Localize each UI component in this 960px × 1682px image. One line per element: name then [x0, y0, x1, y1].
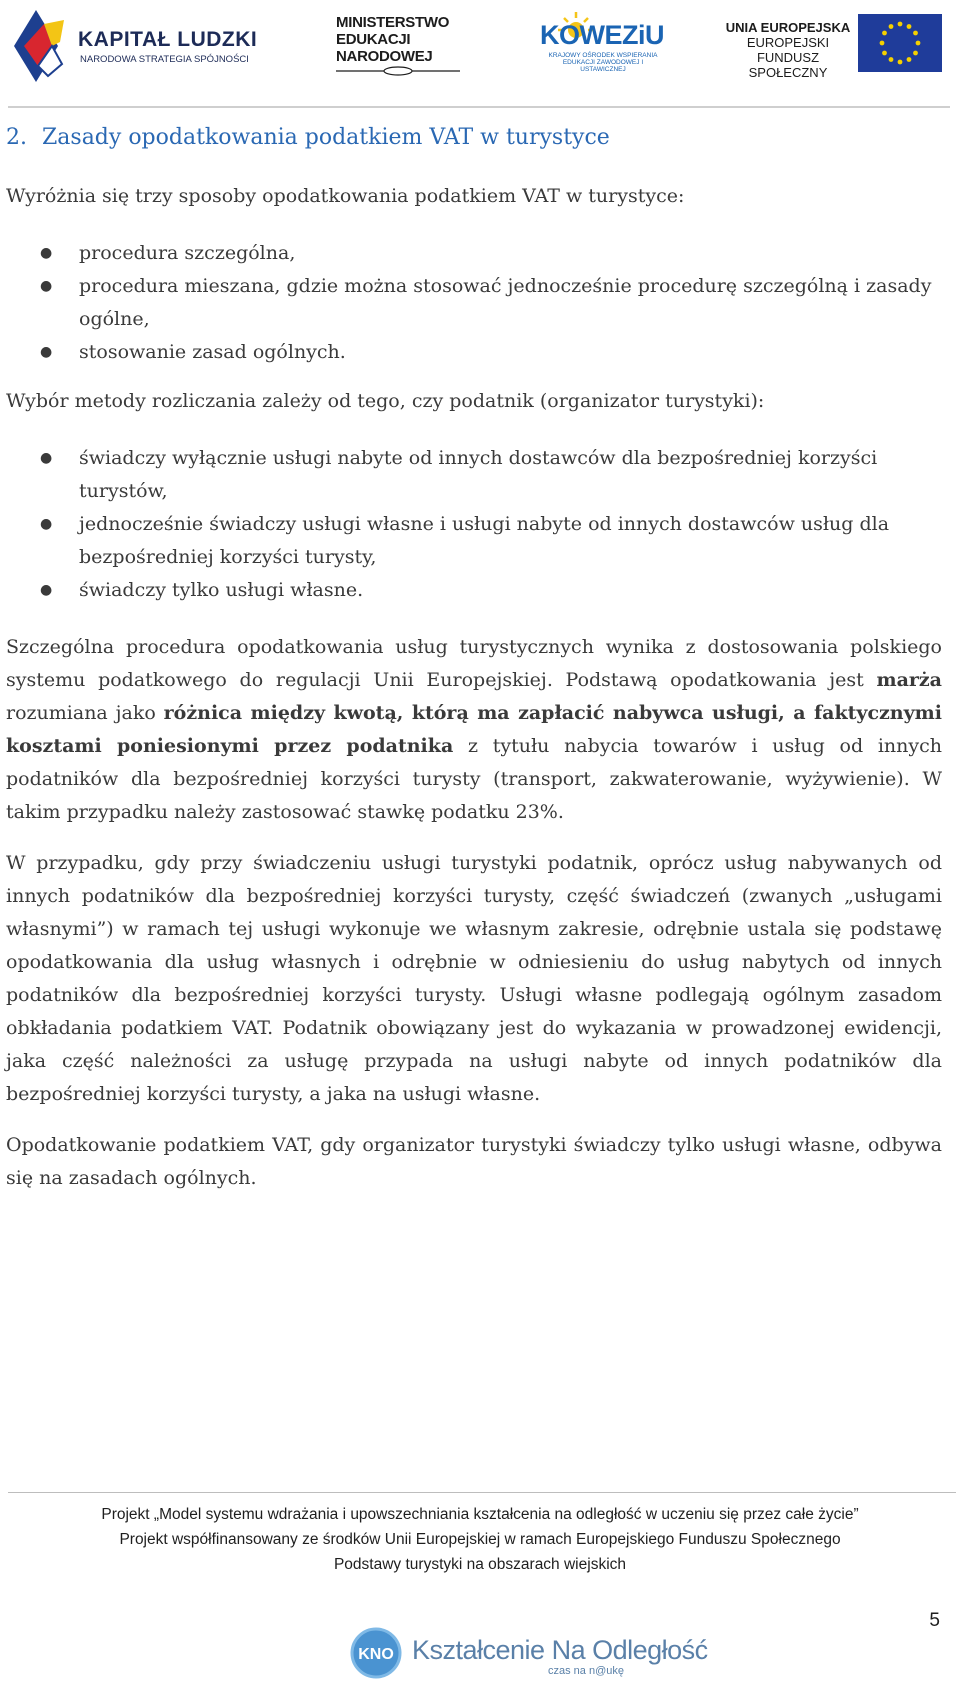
unia-line3: FUNDUSZ SPOŁECZNY: [748, 50, 828, 80]
header-logos: [0, 0, 960, 90]
svg-text:KNO: KNO: [358, 1646, 394, 1663]
list-item: ● świadczy wyłącznie usługi nabyte od innych dostawców dla bezpośredniej korzyści turystów,: [6, 442, 942, 508]
kapital-ludzki-subtitle: NARODOWA STRATEGIA SPÓJNOŚCI: [80, 54, 249, 65]
bullet-icon: ●: [40, 582, 53, 598]
kapital-ludzki-name: KAPITAŁ LUDZKI: [78, 28, 258, 51]
taxation-methods-list: [6, 237, 942, 369]
section-heading: [6, 118, 942, 158]
section-title: Zasady opodatkowania podatkiem VAT w turystyce: [42, 125, 610, 150]
kno-logo-subtitle: czas na n@ukę: [548, 1665, 624, 1677]
kapital-ludzki-logo-icon: [8, 6, 72, 86]
kno-logo-icon: [350, 1627, 402, 1679]
ministerstwo-line2: EDUKACJI: [336, 31, 411, 48]
bold-term-marza: marża: [876, 669, 942, 691]
eu-flag-icon: [858, 14, 942, 72]
bullet-icon: ●: [40, 344, 53, 360]
unia-logo-text: [724, 20, 852, 80]
ministerstwo-logo: [336, 14, 449, 65]
page-number: 5: [929, 1610, 940, 1631]
ministerstwo-line1: MINISTERSTWO: [336, 14, 450, 31]
ministerstwo-eagle-icon: [336, 66, 460, 76]
margin-procedure-paragraph: Szczególna procedura opodatkowania usług turystycznych wynika z dostosowania polskiego systemu podatkowego do regulacji Unii Europejskiej. Podstawą opodatkowania jest marża rozumiana jako różnica między kwotą, którą ma zapłacić nabywca usługi, a faktycznymi kosztami poniesionymi przez podatnika z tytułu nabycia towarów i usług od innych podatników dla bezpośredniej korzyści turysty (transport, zakwaterowanie, wyżywienie). W takim przypadku należy zastosować stawkę podatku 23%.: [6, 636, 942, 823]
footer-project-line: Projekt „Model systemu wdrażania i upowszechniania kształcenia na odległość w uczeniu się przez całe życie”: [101, 1506, 859, 1523]
footer: [0, 1502, 960, 1577]
bold-definition: różnica między kwotą, którą ma zapłacić nabywca usługi, a faktycznymi kosztami poniesionymi przez podatnika: [6, 702, 942, 757]
section-number: 2.: [6, 125, 27, 150]
koweziu-subtitle: KRAJOWY OŚRODEK WSPIERANIA EDUKACJI ZAWODOWEJ I USTAWICZNEJ: [548, 52, 658, 73]
kno-logo: [350, 1625, 708, 1680]
intro-paragraph-1: Wyróżnia się trzy sposoby opodatkowania podatkiem VAT w turystyce:: [6, 185, 685, 207]
footer-funding-line: Projekt współfinansowany ze środków Unii Europejskiej w ramach Europejskiego Funduszu Społecznego: [119, 1531, 841, 1548]
list-item: ● świadczy tylko usługi własne.: [6, 574, 942, 607]
list-item: ● jednocześnie świadczy usługi własne i usługi nabyte od innych dostawców usług dla bezpośredniej korzyści turysty,: [6, 508, 942, 574]
header-divider: [8, 106, 950, 108]
footer-course-line: Podstawy turystyki na obszarach wiejskich: [333, 1556, 627, 1573]
general-rules-paragraph: Opodatkowanie podatkiem VAT, gdy organizator turystyki świadczy tylko usługi własne, odbywa się na zasadach ogólnych.: [6, 1134, 942, 1189]
footer-divider: [8, 1492, 956, 1493]
koweziu-name: KOWEZiU: [540, 20, 664, 50]
unia-line2: EUROPEJSKI: [746, 35, 830, 50]
list-item: ● stosowanie zasad ogólnych.: [6, 336, 942, 369]
kno-logo-text: Kształcenie Na Odległość: [412, 1635, 708, 1665]
intro-paragraph-2: Wybór metody rozliczania zależy od tego, czy podatnik (organizator turystyki):: [6, 390, 765, 412]
unia-line1: UNIA EUROPEJSKA: [725, 20, 851, 35]
list-item: ● procedura szczególna,: [6, 237, 942, 270]
bullet-icon: ●: [40, 450, 53, 466]
mixed-procedure-paragraph: W przypadku, gdy przy świadczeniu usługi turystyki podatnik, oprócz usług nabywanych od innych podatników dla bezpośredniej korzyści turysty, część świadczeń (zwanych „usługami własnymi”) w ramach tej usługi wykonuje we własnym zakresie, odrębnie ustala się podstawę opodatkowania dla usług własnych i odrębnie w odniesieniu do usług nabytych od innych podatników dla bezpośredniej korzyści turysty. Usługi własne podlegają ogólnym zasadom obkładania podatkiem VAT. Podatnik obowiązany jest do wykazania w prowadzonej ewidencji, jaka część należności za usługę przypada na usługi nabyte od innych podatników dla bezpośredniej korzyści turysty, a jaka na usługi własne.: [6, 852, 942, 1105]
ministerstwo-line3: NARODOWEJ: [336, 48, 433, 65]
list-item: ● procedura mieszana, gdzie można stosować jednocześnie procedurę szczególną i zasady ogólne,: [6, 270, 942, 336]
bullet-icon: ●: [40, 245, 53, 261]
organizer-services-list: [6, 442, 942, 607]
document-body: [6, 118, 942, 1195]
bullet-icon: ●: [40, 278, 53, 294]
bullet-icon: ●: [40, 516, 53, 532]
